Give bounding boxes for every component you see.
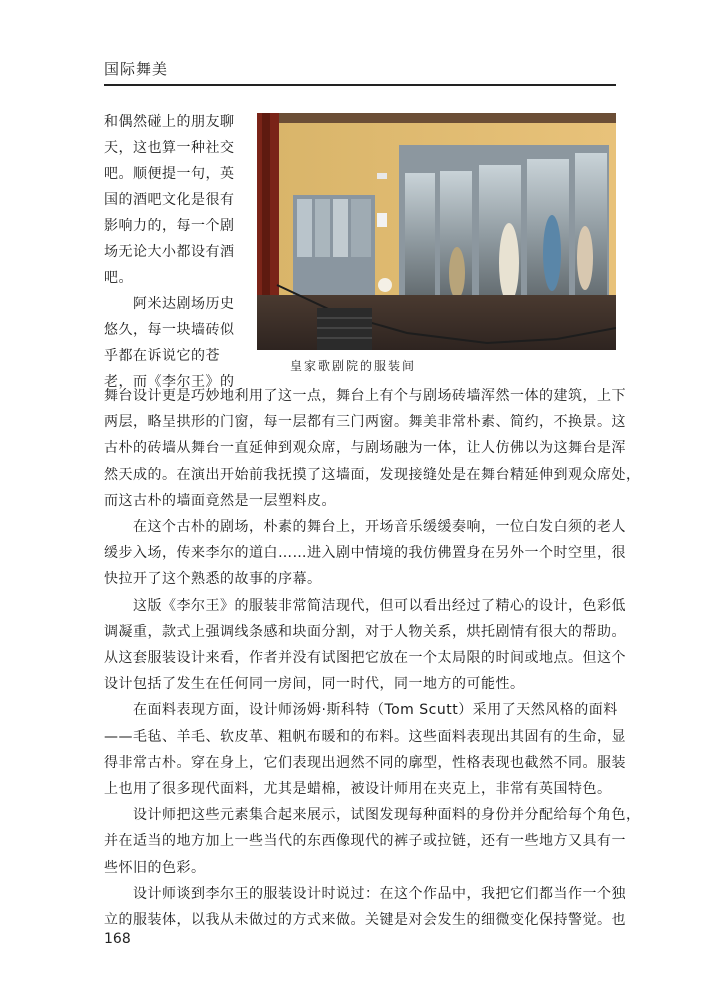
body-line: 快拉开了这个熟悉的故事的序幕。	[104, 571, 322, 588]
body-line: 在这个古朴的剧场，朴素的舞台上，开场音乐缓缓奏响，一位白发白须的老人	[104, 519, 626, 535]
body-line: 然天成的。在演出开始前我抚摸了这墙面，发现接缝处是在舞台精延伸到观众席处，	[104, 466, 641, 483]
side-column-line: 影响力的，每一个剧	[104, 218, 235, 234]
body-line: 些怀旧的色彩。	[104, 859, 206, 876]
body-line: 在面料表现方面，设计师汤姆·斯科特（Tom Scutt）采用了天然风格的面料	[104, 702, 618, 719]
side-column-line: 场无论大小都设有酒	[104, 244, 235, 260]
side-column-line: 国的酒吧文化是很有	[104, 192, 235, 208]
photo-illustration	[257, 113, 616, 350]
costume-room-photo	[257, 113, 616, 350]
body-line: 得非常古朴。穿在身上，它们表现出迥然不同的廓型，性格表现也截然不同。服装	[104, 754, 626, 771]
body-line: 从这套服装设计来看，作者并没有试图把它放在一个太局限的时间或地点。但这个	[104, 650, 626, 666]
body-line: 调凝重，款式上强调线条感和块面分割，对于人物关系，烘托剧情有很大的帮助。	[104, 623, 626, 640]
body-line: 设计师把这些元素集合起来展示，试图发现每种面料的身份并分配给每个角色，	[104, 807, 641, 824]
side-column-line: 吧。顺便提一句，英	[104, 166, 235, 182]
body-line: 上也用了很多现代面料，尤其是蜡棉，被设计师用在夹克上，非常有英国特色。	[104, 781, 612, 797]
side-column-line: 悠久，每一块墙砖似	[104, 322, 235, 338]
side-column-line: 吧。	[104, 270, 133, 286]
body-line: 并在适当的地方加上一些当代的东西像现代的裤子或拉链，还有一些地方又具有一	[104, 833, 626, 850]
body-line: 立的服装体，以我从未做过的方式来做。关键是对会发生的细微变化保持警觉。也	[104, 912, 626, 928]
side-column-line: 老，而《李尔王》的	[104, 374, 235, 390]
body-line: 设计包括了发生在任何同一房间，同一时代，同一地方的可能性。	[104, 676, 525, 693]
header-rule	[104, 84, 616, 86]
side-column-line: 阿米达剧场历史	[104, 296, 235, 312]
body-line: 古朴的砖墙从舞台一直延伸到观众席，与剧场融为一体，让人仿佛以为这舞台是浑	[104, 440, 626, 457]
body-line: 设计师谈到李尔王的服装设计时说过：在这个作品中，我把它们都当作一个独	[104, 885, 626, 902]
page-number: 168	[104, 931, 131, 947]
body-line: 舞台设计更是巧妙地利用了这一点，舞台上有个与剧场砖墙浑然一体的建筑，上下	[104, 388, 626, 404]
body-line: ——毛毡、羊毛、软皮革、粗帆布暖和的布料。这些面料表现出其固有的生命，显	[104, 728, 626, 745]
photo-caption: 皇家歌剧院的服装间	[290, 359, 417, 373]
side-column-line: 天，这也算一种社交	[104, 140, 235, 156]
body-line: 而这古朴的墙面竟然是一层塑料皮。	[104, 492, 336, 509]
side-column-line: 乎都在诉说它的苍	[104, 348, 220, 364]
body-line: 两层，略呈拱形的门窗，每一层都有三门两窗。舞美非常朴素、简约，不换景。这	[104, 414, 626, 431]
running-header-title: 国际舞美	[104, 60, 169, 78]
body-line: 这版《李尔王》的服装非常简洁现代，但可以看出经过了精心的设计，色彩低	[104, 597, 626, 614]
body-line: 缓步入场，传来李尔的道白……进入剧中情境的我仿佛置身在另外一个时空里，很	[104, 545, 626, 562]
side-column-line: 和偶然碰上的朋友聊	[104, 114, 235, 130]
